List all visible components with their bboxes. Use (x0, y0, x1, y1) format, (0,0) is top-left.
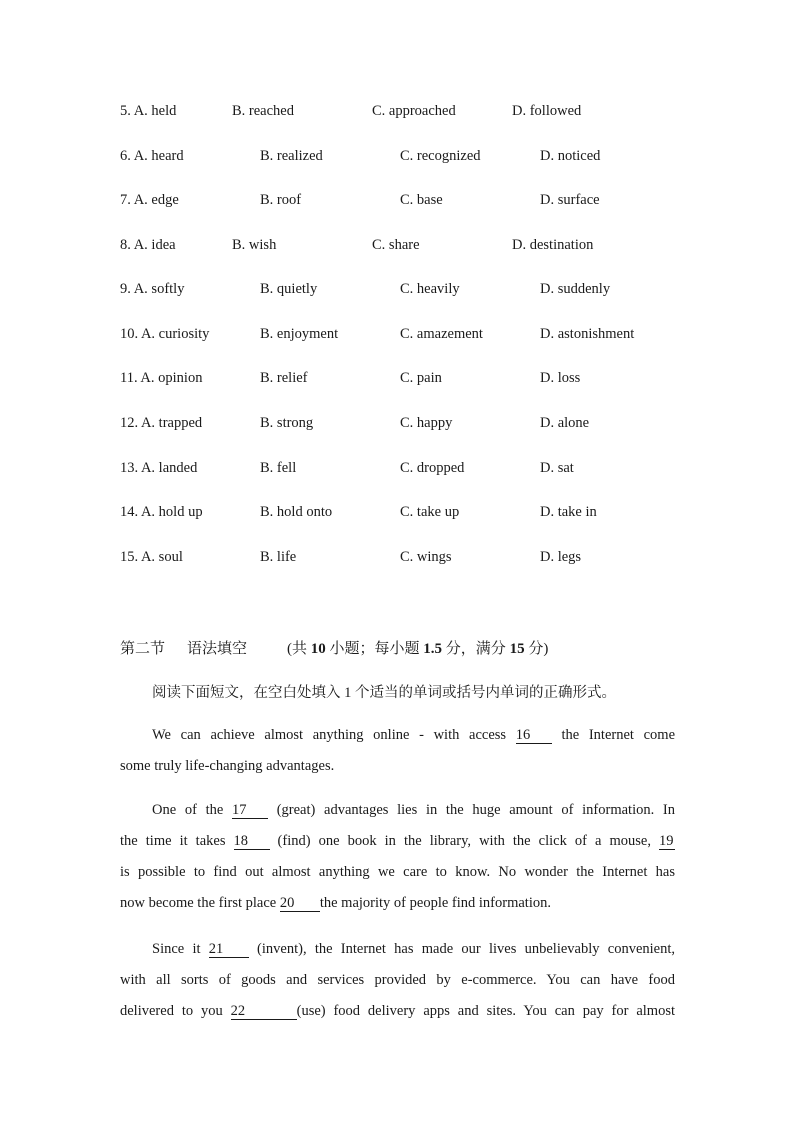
option-b: B. fell (260, 460, 297, 476)
option-a: 10. A. curiosity (120, 326, 210, 342)
option-d: D. astonishment (540, 326, 635, 342)
option-row (0, 326, 793, 346)
option-b: B. roof (260, 192, 302, 208)
option-b: B. realized (260, 148, 323, 164)
option-a: 11. A. opinion (120, 370, 203, 386)
option-c: C. wings (400, 549, 452, 565)
option-a: 9. A. softly (120, 281, 185, 297)
option-a: 12. A. trapped (120, 415, 203, 431)
option-d: D. noticed (540, 148, 601, 164)
section-info: (共 10 小题；每小题 1.5 分，满分 15 分) (287, 641, 549, 657)
blank-17[interactable]: 17 (232, 803, 268, 819)
blank-21[interactable]: 21 (209, 942, 249, 958)
option-c: C. recognized (400, 148, 481, 164)
blank-20[interactable]: 20 (280, 896, 320, 912)
blank-22[interactable]: 22 (231, 1004, 297, 1020)
option-row (0, 460, 793, 480)
option-c: C. amazement (400, 326, 483, 342)
option-b: B. relief (260, 370, 308, 386)
section-name: 语法填空 (187, 641, 248, 657)
option-b: B. strong (260, 415, 314, 431)
option-b: B. hold onto (260, 504, 333, 520)
option-c: C. happy (400, 415, 453, 431)
option-d: D. take in (540, 504, 597, 520)
option-row (0, 549, 793, 569)
instruction-text: 阅读下面短文，在空白处填入 1 个适当的单词或括号内单词的正确形式。 (152, 685, 616, 701)
option-c: C. share (372, 237, 420, 253)
paragraph-line: is possible to find out almost anything we care to know. No wonder the Internet has (120, 864, 675, 880)
option-d: D. legs (540, 549, 582, 565)
option-c: C. heavily (400, 281, 460, 297)
option-b: B. enjoyment (260, 326, 339, 342)
option-row (0, 281, 793, 301)
paragraph-line: now become the first place 20 the majority of people find information. (120, 895, 551, 911)
option-c: C. dropped (400, 460, 465, 476)
paragraph-line: some truly life-changing advantages. (120, 758, 335, 774)
paragraph-line: Since it 21 (invent), the Internet has made our lives unbelievably convenient, (152, 941, 675, 957)
option-c: C. pain (400, 370, 442, 386)
option-c: C. approached (372, 103, 456, 119)
paragraph-line: the time it takes 18 (find) one book in the library, with the click of a mouse, 19 (120, 833, 674, 849)
option-a: 15. A. soul (120, 549, 183, 565)
option-c: C. base (400, 192, 443, 208)
section-heading (120, 637, 548, 658)
option-row (0, 370, 793, 390)
option-a: 8. A. idea (120, 237, 176, 253)
option-row (0, 504, 793, 524)
paragraph-line: with all sorts of goods and services provided by e-commerce. You can have food (120, 972, 675, 988)
option-row (0, 415, 793, 435)
option-d: D. suddenly (540, 281, 611, 297)
option-d: D. destination (512, 237, 594, 253)
blank-19[interactable]: 19 (659, 833, 674, 849)
option-b: B. wish (232, 237, 277, 253)
option-d: D. surface (540, 192, 600, 208)
option-d: D. loss (540, 370, 581, 386)
option-b: B. quietly (260, 281, 318, 297)
option-b: B. life (260, 549, 297, 565)
option-b: B. reached (232, 103, 294, 119)
option-a: 7. A. edge (120, 192, 179, 208)
option-a: 6. A. heard (120, 148, 184, 164)
option-a: 13. A. landed (120, 460, 198, 476)
blank-18[interactable]: 18 (234, 834, 270, 850)
option-d: D. sat (540, 460, 574, 476)
option-a: 14. A. hold up (120, 504, 203, 520)
option-row (0, 148, 793, 168)
option-d: D. alone (540, 415, 590, 431)
option-row (0, 103, 793, 123)
paragraph-line: One of the 17 (great) advantages lies in the huge amount of information. In (152, 802, 675, 818)
paragraph-line: delivered to you 22 (use) food delivery apps and sites. You can pay for almost (120, 1003, 675, 1019)
option-row (0, 237, 793, 257)
option-c: C. take up (400, 504, 460, 520)
option-d: D. followed (512, 103, 582, 119)
option-a: 5. A. held (120, 103, 177, 119)
option-row (0, 192, 793, 212)
paragraph-line: We can achieve almost anything online - with access 16 the Internet come (152, 727, 676, 743)
section-number: 第二节 (120, 641, 166, 657)
blank-16[interactable]: 16 (516, 728, 552, 744)
